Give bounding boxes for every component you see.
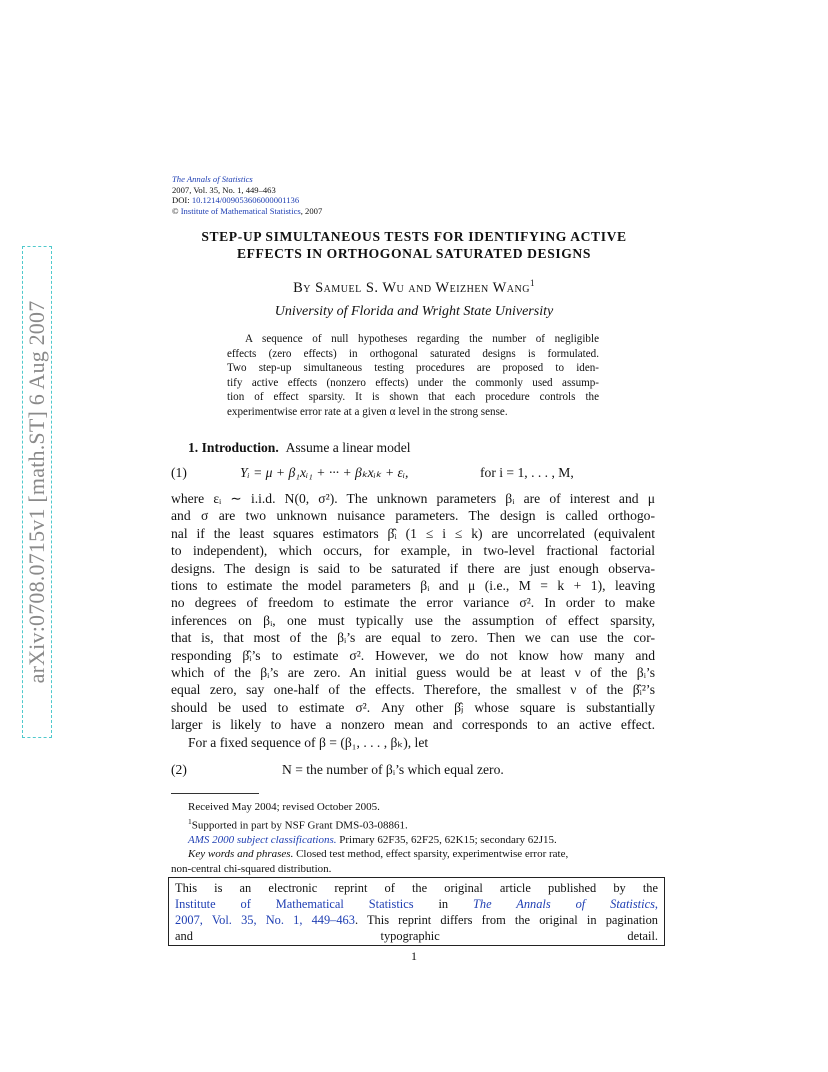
doi-link[interactable]: 10.1214/009053606000001136: [191, 195, 300, 205]
ams-classification: AMS 2000 subject classifications. Primary 62F35, 62F25, 62K15; secondary 62J15.: [188, 833, 557, 846]
footnotes: [171, 800, 657, 877]
received-note: Received May 2004; revised October 2005.: [188, 801, 380, 813]
keywords: Key words and phrases. Closed test method, effect sparsity, experimentwise error rate,: [188, 848, 569, 861]
body-line: that is, that most of the βᵢ’s are equal to zero. Then we can use the cor-: [171, 630, 655, 646]
body-line: nal if the least squares estimators β̂ᵢ (1 ≤ i ≤ k) are uncorrelated (equivalent: [171, 525, 655, 541]
abstract: [227, 332, 599, 420]
equation-1: Yᵢ = μ + β₁xᵢ₁ + ··· + βₖxᵢₖ + εᵢ,: [240, 465, 409, 480]
keywords-continued: non-central chi-squared distribution.: [171, 863, 332, 876]
body-line: to independent), which occurs, for example, in two-level fractional factorial: [171, 543, 655, 559]
body-line: equal zero, say one-half of the effects. Therefore, the smallest ν of the β̂ᵢ²’s: [171, 682, 655, 698]
body-line: where εᵢ ∼ i.i.d. N(0, σ²). The unknown parameters βᵢ are of interest and μ: [171, 491, 655, 506]
copyright-line: © Institute of Mathematical Statistics, 2007: [172, 205, 323, 216]
affiliation: University of Florida and Wright State University: [274, 304, 554, 319]
body-line: inferences on βᵢ, one must typically use the assumption of effect sparsity,: [171, 612, 655, 628]
body-line: For a fixed sequence of β = (β₁, . . . , βₖ), let: [188, 734, 429, 750]
journal-link[interactable]: The Annals of Statistics: [172, 174, 253, 184]
body-line: larger is likely to have a nonzero mean and corresponds to an active effect.: [171, 717, 655, 733]
abstract-line: tion of effect sparsity. It is shown that each procedure controls the: [227, 391, 599, 404]
abstract-line: effects (zero effects) in orthogonal saturated designs is formulated.: [227, 347, 599, 360]
citation-link[interactable]: 2007, Vol. 35, No. 1, 449–463: [175, 913, 355, 927]
ims-link[interactable]: Institute of Mathematical Statistics: [180, 205, 301, 216]
section-lead: Assume a linear model: [285, 440, 411, 455]
arxiv-identifier-text: arXiv:0708.0715v1 [math.ST] 6 Aug 2007: [24, 300, 49, 684]
author-footnote-mark[interactable]: 1: [529, 278, 535, 288]
body-line: no degrees of freedom to estimate the error variance σ². In order to make: [171, 595, 655, 611]
equation-1-condition: for i = 1, . . . , M,: [480, 465, 574, 480]
ams-link[interactable]: AMS 2000 subject classifications.: [188, 833, 337, 846]
equation-2: N = the number of βᵢ’s which equal zero.: [282, 762, 504, 777]
equation-1-number: (1): [171, 465, 187, 480]
abstract-line: experimentwise error rate at a given α level in the strong sense.: [227, 405, 508, 418]
support-note: $^1$Supported in part by NSF Grant DMS-03-08861.: [188, 816, 408, 832]
abstract-line: tify active effects (nonzero effects) under the commonly used assump-: [227, 376, 599, 389]
intro-paragraph: [171, 490, 655, 751]
body-line: designs. The design is said to be saturated if there are just enough observa-: [171, 560, 655, 576]
doi-line: DOI: 10.1214/009053606000001136: [172, 195, 300, 205]
body-line: and σ are two unknown nuisance parameters. The design is called orthogo-: [171, 508, 655, 524]
title-line-2: EFFECTS IN ORTHOGONAL SATURATED DESIGNS: [236, 246, 592, 261]
abstract-line: A sequence of null hypotheses regarding the number of negligible: [245, 333, 599, 345]
section-introduction: [188, 439, 411, 456]
journal-header: [172, 174, 322, 216]
body-line: responding β̂ᵢ’s to estimate σ². However, we do not know how many and: [171, 647, 655, 663]
section-heading: 1. Introduction.: [188, 440, 279, 455]
journal-link-reprint[interactable]: The Annals of Statistics: [473, 897, 655, 911]
footnote-rule: [171, 793, 259, 794]
reprint-notice: This is an electronic reprint of the original article published by the Institute of Mathematical Statistics in The Annals of Statistics, 2007, Vol. 35, No. 1, 449–463. This reprint differs from the original in pagination and typographic detail.: [168, 877, 665, 946]
paper-title: [0, 228, 828, 262]
body-line: should be used to estimate σ². Any other β̂ⱼ whose square is substantially: [171, 699, 655, 715]
equation-2-number: (2): [171, 762, 187, 777]
page-number: 1: [411, 949, 417, 963]
abstract-line: Two step-up simultaneous testing procedures are proposed to iden-: [227, 362, 599, 375]
body-line: which of the βᵢ’s are zero. An initial guess would be at least ν of the βᵢ’s: [171, 665, 655, 681]
title-line-1: STEP-UP SIMULTANEOUS TESTS FOR IDENTIFYING ACTIVE: [201, 229, 627, 244]
volume-info: 2007, Vol. 35, No. 1, 449–463: [172, 184, 276, 195]
body-line: tions to estimate the model parameters βᵢ and μ (i.e., M = k + 1), leaving: [171, 578, 655, 594]
paper-authors: By Samuel S. Wu and Weizhen Wang$^1$: [293, 278, 535, 296]
publisher-link[interactable]: Institute of Mathematical Statistics: [175, 897, 414, 911]
